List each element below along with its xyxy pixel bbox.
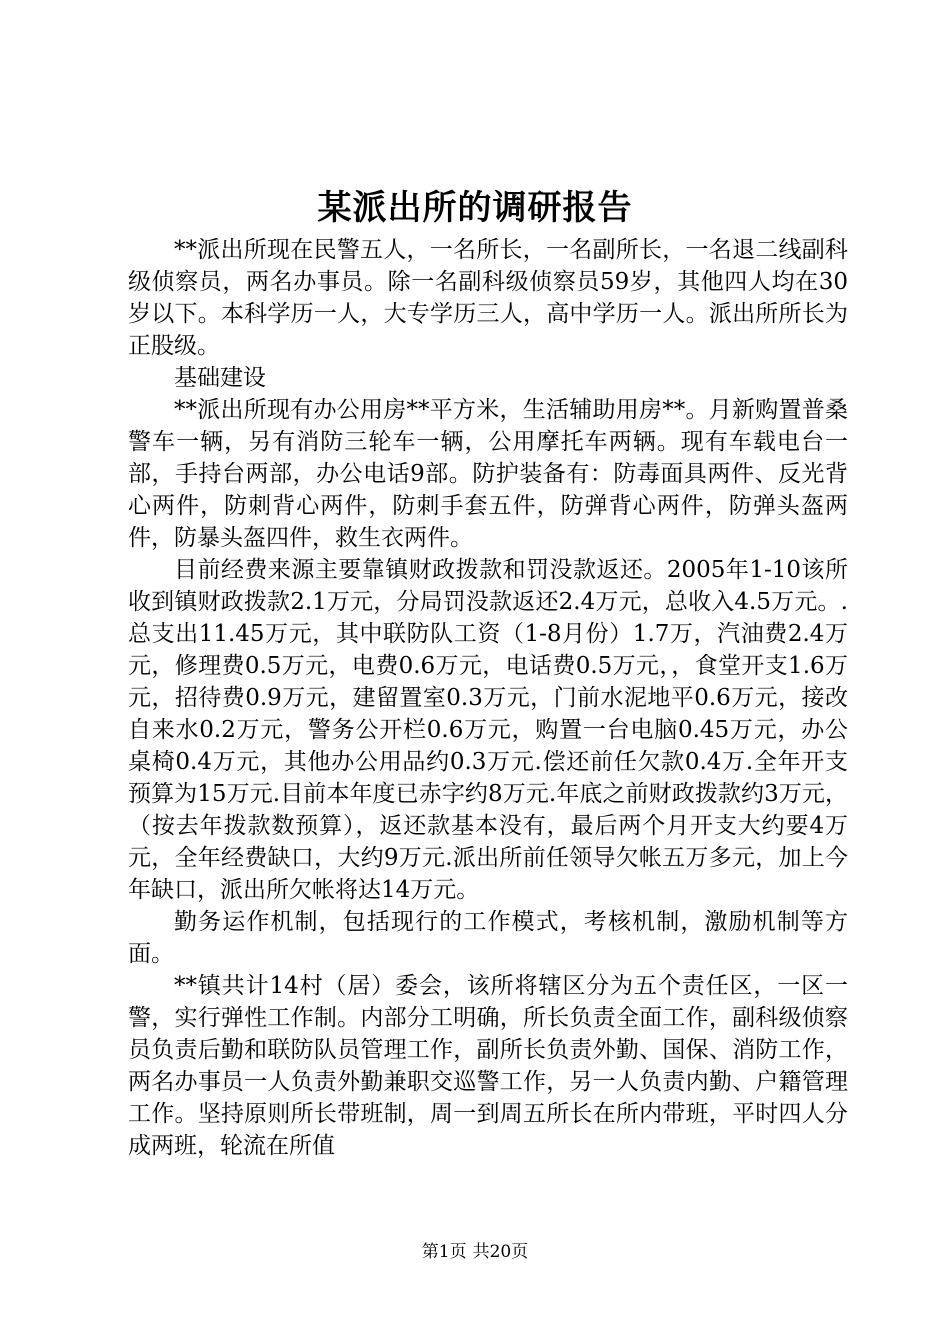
- page-number: 第1页: [421, 1242, 467, 1262]
- paragraph-duty-arrangement: **镇共计14村（居）委会，该所将辖区分为五个责任区，一区一警，实行弹性工作制。内部分工明确，所长负责全面工作，副科级侦察员负责后勤和联防队员管理工作，副所长负责外勤、国保、消防工作，两名办事员一人负责外勤兼职交巡警工作，另一人负责内勤、户籍管理工作。坚持原则所长带班制，周一到周五所长在所内带班，平时四人分成两班，轮流在所值: [128, 973, 848, 1159]
- section-heading-infrastructure: 基础建设: [174, 365, 266, 391]
- document-body: [128, 234, 848, 1162]
- paragraph-funding: 目前经费来源主要靠镇财政拨款和罚没款返还。2005年1-10该所收到镇财政拨款2.1万元，分局罚没款返还2.4万元，总收入4.5万元。.总支出11.45万元，其中联防队工资（1-8月份）1.7万，汽油费2.4万元，修理费0.5万元，电费0.6万元，电话费0.5万元，，食堂开支1.6万元，招待费0.9万元，建留置室0.3万元，门前水泥地平0.6万元，接改自来水0.2万元，警务公开栏0.6万元，购置一台电脑0.45万元，办公桌椅0.4万元，其他办公用品约0.3万元.偿还前任欠款0.4万.全年开支预算为15万元.目前本年度已赤字约8万元.年底之前财政拨款约3万元，（按去年拨款数预算），返还款基本没有，最后两个月开支大约要4万元，全年经费缺口，大约9万元.派出所前任领导欠帐五万多元，加上今年缺口，派出所欠帐将达14万元。: [128, 557, 848, 903]
- page-footer: [0, 1240, 950, 1264]
- page-total: 共20页: [472, 1242, 529, 1262]
- paragraph-staffing: **派出所现在民警五人，一名所长，一名副所长，一名退二线副科级侦察员，两名办事员。除一名副科级侦察员59岁，其他四人均在30岁以下。本科学历一人，大专学历三人，高中学历一人。派出所所长为正股级。: [128, 237, 848, 359]
- paragraph-mechanism: 勤务运作机制，包括现行的工作模式，考核机制，激励机制等方面。: [128, 909, 848, 967]
- paragraph-facilities: **派出所现有办公用房**平方米，生活辅助用房**。月新购置普桑警车一辆，另有消防三轮车一辆，公用摩托车两辆。现有车载电台一部，手持台两部，办公电话9部。防护装备有：防毒面具两件、反光背心两件，防刺背心两件，防刺手套五件，防弹背心两件，防弹头盔两件，防暴头盔四件，救生衣两件。: [128, 397, 848, 551]
- document-title: 某派出所的调研报告: [317, 188, 633, 228]
